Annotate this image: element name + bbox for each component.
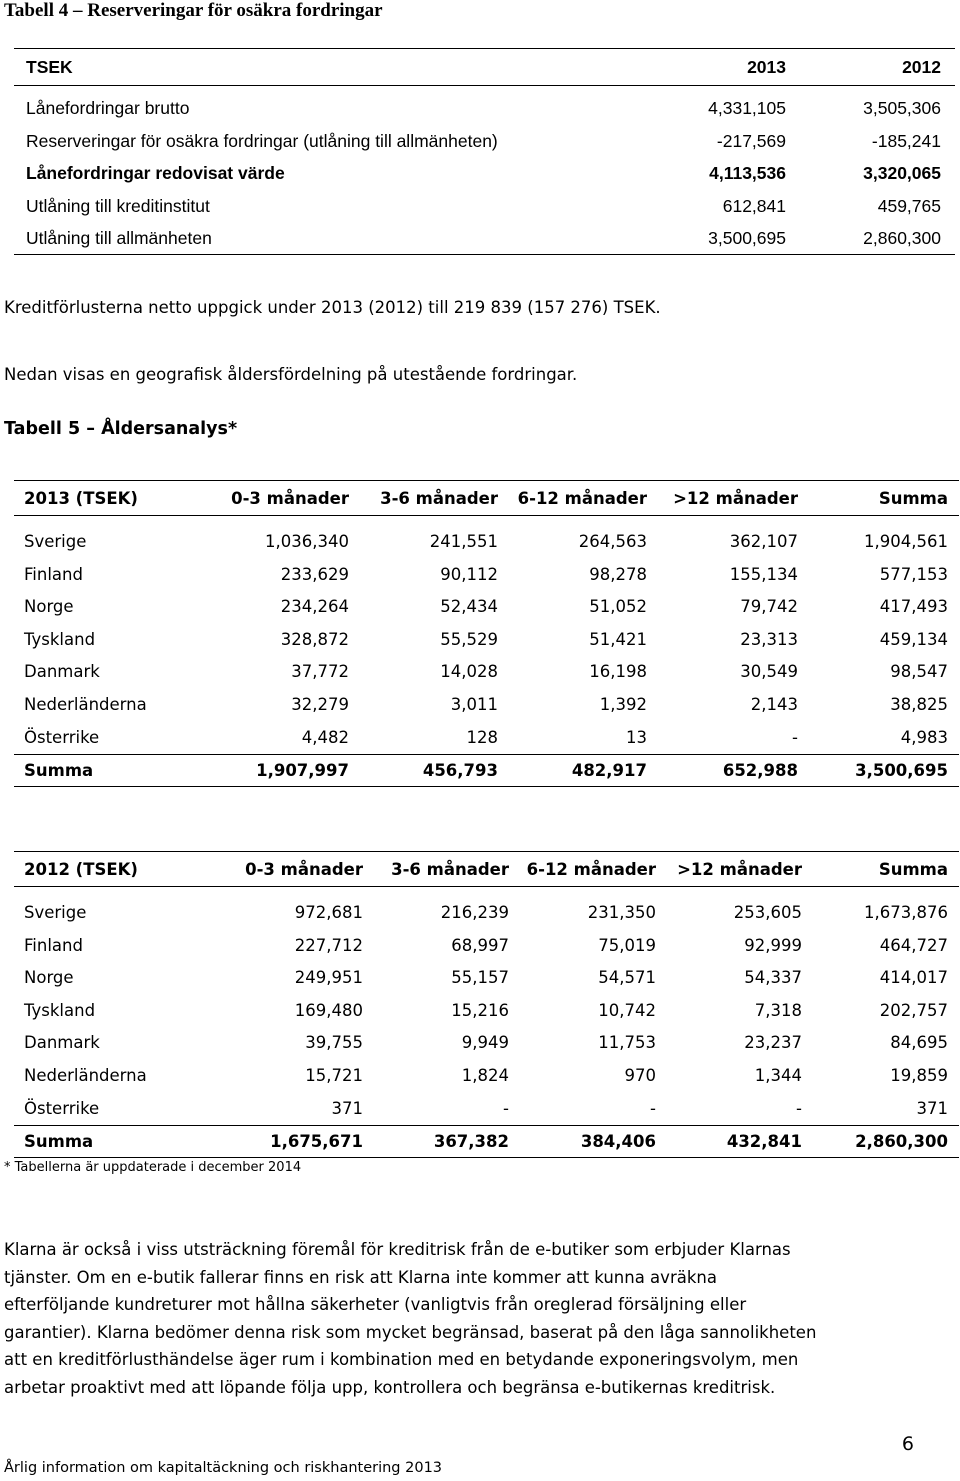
col-3-6-cell: 128 (466, 727, 498, 747)
col-over-12-cell: 362,107 (729, 532, 798, 551)
col-over-12-cell: 7,318 (754, 1000, 802, 1020)
row-value-2012: -185,241 (871, 130, 941, 151)
table-row (14, 689, 959, 722)
col-over-12-cell: 30,549 (740, 662, 798, 682)
table-row (14, 897, 959, 930)
col-over-12-cell: >12 månader (677, 860, 802, 879)
body-line: garantier). Klarna bedömer denna risk som mycket begränsad, baserat på den låga sannolikheten (4, 1322, 817, 1342)
col-3-6-cell: 3-6 månader (391, 860, 509, 879)
body-line: arbetar proaktivt med att löpande följa upp, kontrollera och begränsa e-butikernas kreditrisk. (4, 1377, 776, 1397)
col-6-12-cell: 384,406 (580, 1132, 656, 1152)
col-3-6-cell: 367,382 (433, 1132, 509, 1152)
row-label: Lånefordringar redovisat värde (26, 163, 285, 184)
col-6-12-cell: 13 (626, 727, 647, 747)
col-0-3-cell: 39,755 (305, 1033, 363, 1053)
region-cell: Danmark (24, 662, 100, 682)
col-3-6-cell: 55,529 (440, 629, 498, 649)
table-row (14, 656, 959, 689)
region-cell: Nederländerna (24, 1065, 147, 1085)
col-over-12-cell: - (792, 727, 798, 747)
col-0-3-cell: 233,629 (280, 564, 349, 584)
table4-header-2012: 2012 (902, 57, 941, 77)
col-0-3-cell: 15,721 (305, 1065, 363, 1085)
region-cell: 2012 (TSEK) (24, 860, 138, 879)
region-cell: Norge (24, 597, 74, 617)
table-row (14, 930, 959, 963)
col-summa-cell: 202,757 (879, 1000, 948, 1020)
body-line: efterföljande kundreturer mot hållna säkerheter (vanligtvis från oreglerad försäljning eller (4, 1295, 747, 1315)
table4-title: Tabell 4 – Reserveringar för osäkra fordringar (4, 0, 383, 21)
col-3-6-cell: 9,949 (461, 1033, 509, 1053)
col-summa-cell: 1,673,876 (864, 903, 948, 922)
row-value-2013: 3,500,695 (708, 228, 786, 249)
col-3-6-cell: - (503, 1098, 509, 1118)
col-0-3-cell: 371 (331, 1098, 363, 1118)
col-0-3-cell: 0-3 månader (245, 860, 363, 879)
region-cell: Nederländerna (24, 694, 147, 714)
region-cell: Österrike (24, 727, 100, 747)
table-total-row (14, 1125, 959, 1158)
region-cell: Sverige (24, 532, 87, 551)
table-row (14, 591, 959, 624)
table-row (14, 157, 955, 190)
col-summa-cell: 1,904,561 (864, 532, 948, 551)
row-label: Reserveringar för osäkra fordringar (utlåning till allmänheten) (26, 130, 498, 151)
region-cell: Sverige (24, 903, 87, 922)
col-3-6-cell: 456,793 (422, 761, 498, 781)
col-3-6-cell: 68,997 (451, 935, 509, 955)
col-6-12-cell: 482,917 (571, 761, 647, 781)
col-6-12-cell: 98,278 (589, 564, 647, 584)
col-0-3-cell: 249,951 (294, 968, 363, 988)
footnote: * Tabellerna är uppdaterade i december 2014 (4, 1160, 302, 1175)
table4-header-2013: 2013 (747, 57, 786, 77)
col-0-3-cell: 328,872 (280, 629, 349, 649)
col-6-12-cell: 10,742 (598, 1000, 656, 1020)
table4-header (14, 48, 955, 86)
table-row (14, 125, 955, 158)
col-summa-cell: 417,493 (879, 597, 948, 617)
col-6-12-cell: 6-12 månader (526, 860, 656, 879)
col-6-12-cell: 231,350 (587, 903, 656, 922)
row-label: Lånefordringar brutto (26, 98, 190, 118)
col-0-3-cell: 1,036,340 (265, 532, 349, 551)
page-footer: Årlig information om kapitaltäckning och riskhantering 2013 (4, 1460, 443, 1476)
body-line: att en kreditförlusthändelse äger rum i kombination med en betydande exponeringsvolym, men (4, 1350, 799, 1370)
row-value-2013: 4,331,105 (708, 98, 786, 118)
col-over-12-cell: 253,605 (733, 903, 802, 922)
row-value-2012: 2,860,300 (863, 228, 941, 249)
body-paragraph (4, 1236, 944, 1402)
col-over-12-cell: 54,337 (744, 968, 802, 988)
table4-header-label: TSEK (26, 57, 73, 77)
col-over-12-cell: 652,988 (722, 761, 798, 781)
col-6-12-cell: 51,052 (589, 597, 647, 617)
col-summa-cell: 2,860,300 (855, 1132, 948, 1152)
body-line: tjänster. Om en e-butik fallerar finns en risk att Klarna inte kommer att kunna avräkna (4, 1267, 717, 1287)
col-0-3-cell: 1,907,997 (256, 761, 349, 781)
col-over-12-cell: 79,742 (740, 597, 798, 617)
table-row (14, 92, 955, 125)
region-cell: Finland (24, 935, 83, 955)
table-row (14, 1027, 959, 1060)
col-over-12-cell: 23,237 (744, 1033, 802, 1053)
row-value-2012: 3,320,065 (863, 163, 941, 184)
col-summa-cell: 19,859 (890, 1065, 948, 1085)
col-6-12-cell: 54,571 (598, 968, 656, 988)
col-over-12-cell: 1,344 (754, 1065, 802, 1085)
row-value-2012: 459,765 (877, 195, 941, 216)
table-row (14, 722, 959, 755)
region-cell: Summa (24, 761, 94, 781)
col-6-12-cell: 264,563 (578, 532, 647, 551)
col-summa-cell: Summa (878, 860, 948, 879)
col-3-6-cell: 216,239 (440, 903, 509, 922)
col-over-12-cell: - (796, 1098, 802, 1118)
table4 (14, 48, 955, 255)
row-value-2012: 3,505,306 (863, 98, 941, 118)
aging-table-2013 (14, 480, 959, 787)
table-row (14, 995, 959, 1028)
col-summa-cell: 577,153 (879, 564, 948, 584)
credit-losses-paragraph: Kreditförlusterna netto uppgick under 2013 (2012) till 219 839 (157 276) TSEK. (4, 298, 661, 317)
col-over-12-cell: 155,134 (729, 564, 798, 584)
table5-title: Tabell 5 – Åldersanalys* (4, 419, 238, 439)
table-header-row (14, 851, 959, 887)
col-0-3-cell: 972,681 (294, 903, 363, 922)
col-summa-cell: 414,017 (879, 968, 948, 988)
row-value-2013: 4,113,536 (709, 163, 786, 184)
table-row (14, 559, 959, 592)
region-cell: Tyskland (24, 1000, 96, 1020)
aging-table-2012 (14, 851, 959, 1158)
table-row (14, 962, 959, 995)
col-summa-cell: 38,825 (890, 694, 948, 714)
col-3-6-cell: 3-6 månader (380, 489, 498, 508)
col-0-3-cell: 227,712 (294, 935, 363, 955)
table-row (14, 1093, 959, 1126)
row-value-2013: 612,841 (722, 195, 786, 216)
col-3-6-cell: 15,216 (451, 1000, 509, 1020)
col-6-12-cell: 1,392 (599, 694, 647, 714)
col-0-3-cell: 169,480 (294, 1000, 363, 1020)
col-0-3-cell: 37,772 (291, 662, 349, 682)
table-total-row (14, 754, 959, 787)
table-row (14, 624, 959, 657)
col-3-6-cell: 55,157 (451, 968, 509, 988)
col-0-3-cell: 0-3 månader (231, 489, 349, 508)
col-summa-cell: 98,547 (890, 662, 948, 682)
col-summa-cell: 84,695 (890, 1033, 948, 1053)
row-label: Utlåning till allmänheten (26, 228, 212, 249)
col-6-12-cell: 16,198 (589, 662, 647, 682)
col-6-12-cell: 6-12 månader (517, 489, 647, 508)
geo-intro-paragraph: Nedan visas en geografisk åldersfördelning på utestående fordringar. (4, 365, 578, 384)
region-cell: 2013 (TSEK) (24, 489, 138, 508)
col-over-12-cell: 2,143 (750, 694, 798, 714)
col-summa-cell: 459,134 (879, 629, 948, 649)
col-6-12-cell: 11,753 (598, 1033, 656, 1053)
col-0-3-cell: 32,279 (291, 694, 349, 714)
table-row (14, 190, 955, 223)
col-0-3-cell: 1,675,671 (270, 1132, 363, 1152)
col-summa-cell: Summa (878, 489, 948, 508)
col-3-6-cell: 90,112 (440, 564, 498, 584)
col-0-3-cell: 4,482 (301, 727, 349, 747)
table-row (14, 222, 955, 255)
col-summa-cell: 371 (916, 1098, 948, 1118)
body-line: Klarna är också i viss utsträckning föremål för kreditrisk från de e-butiker som erbjuder Klarnas (4, 1240, 791, 1259)
row-value-2013: -217,569 (716, 130, 786, 151)
col-over-12-cell: 432,841 (726, 1132, 802, 1152)
col-3-6-cell: 241,551 (429, 532, 498, 551)
region-cell: Tyskland (24, 629, 96, 649)
col-over-12-cell: >12 månader (673, 489, 798, 508)
table-header-row (14, 480, 959, 516)
col-6-12-cell: 75,019 (598, 935, 656, 955)
row-label: Utlåning till kreditinstitut (26, 195, 210, 216)
region-cell: Norge (24, 968, 74, 988)
col-3-6-cell: 3,011 (450, 694, 498, 714)
col-summa-cell: 3,500,695 (855, 761, 948, 781)
col-3-6-cell: 52,434 (440, 597, 498, 617)
region-cell: Summa (24, 1132, 94, 1152)
page-number: 6 (901, 1433, 914, 1455)
region-cell: Finland (24, 564, 83, 584)
col-over-12-cell: 23,313 (740, 629, 798, 649)
col-6-12-cell: 51,421 (589, 629, 647, 649)
col-0-3-cell: 234,264 (280, 597, 349, 617)
col-summa-cell: 4,983 (900, 727, 948, 747)
region-cell: Österrike (24, 1098, 100, 1118)
table-row (14, 1060, 959, 1093)
table-row (14, 526, 959, 559)
col-over-12-cell: 92,999 (744, 935, 802, 955)
region-cell: Danmark (24, 1033, 100, 1053)
col-summa-cell: 464,727 (879, 935, 948, 955)
col-6-12-cell: 970 (624, 1065, 656, 1085)
col-3-6-cell: 1,824 (461, 1065, 509, 1085)
col-3-6-cell: 14,028 (440, 662, 498, 682)
col-6-12-cell: - (650, 1098, 656, 1118)
